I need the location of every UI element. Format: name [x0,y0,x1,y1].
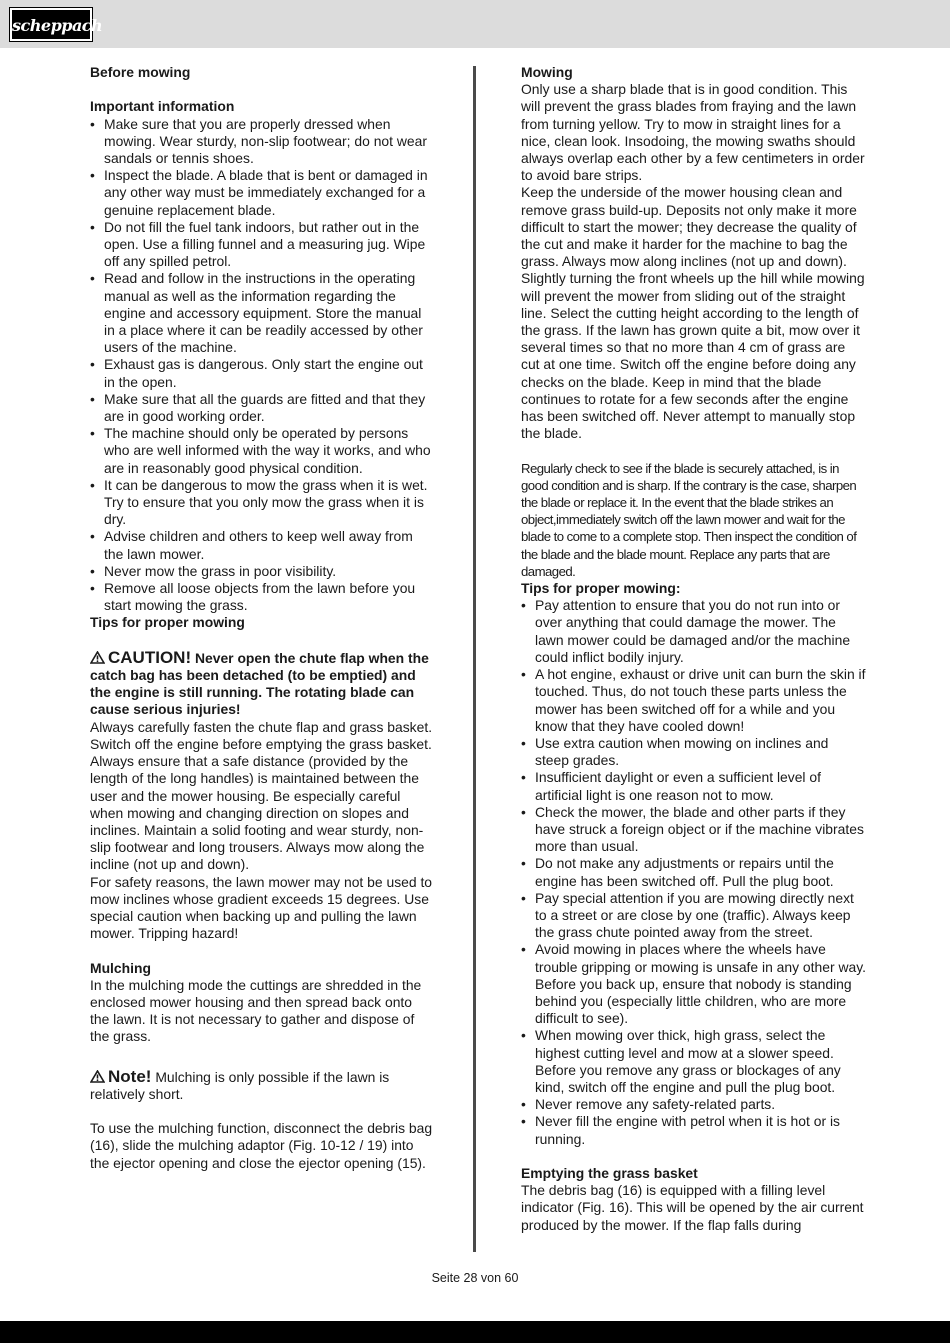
list-item: • Insufficient daylight or even a sufficient level of artificial light is one reason not to mow. [521,769,866,803]
list-item: • Inspect the blade. A blade that is bent or damaged in any other way must be immediately exchanged for a genuine replacement blade. [90,167,435,219]
tips-heading-left: Tips for proper mowing [90,614,245,631]
header-bar [0,0,950,48]
paragraph: For safety reasons, the lawn mower may not be used to mow inclines whose gradient exceeds 15 degrees. Use special caution when backing up and pulling the lawn mower. Tripping hazard! [90,873,433,942]
right-column [521,64,866,1234]
list-item: • Make sure that you are properly dressed when mowing. Wear sturdy, non-slip footwear; do not wear sandals or tennis shoes. [90,116,435,168]
list-item: • Never mow the grass in poor visibility. [90,563,435,580]
left-column [90,64,435,1172]
paragraph: Always carefully fasten the chute flap and grass basket. Switch off the engine before emptying the grass basket. [90,718,433,752]
list-item: • Advise children and others to keep well away from the lawn mower. [90,528,435,562]
column-divider [473,66,476,1252]
list-item: • Use extra caution when mowing on inclines and steep grades. [521,735,866,769]
tips-list [521,597,866,1148]
paragraph: Always ensure that a safe distance (provided by the length of the long handles) is maintained between the user and the mower housing. Be especially careful when mowing and changing direction on slopes and inclines. Maintain a solid footing and wear sturdy, non-slip footwear and long trousers. Always mow along the incline (not up and down). [90,753,425,873]
before-mowing-heading: Before mowing [90,64,191,80]
mulch-use-text: To use the mulching function, disconnect the debris bag (16), slide the mulching adaptor (Fig. 10-12 / 19) into the ejector opening and close the ejector opening (15). [90,1120,433,1171]
scheppach-logo: scheppach [10,8,92,41]
list-item: • Never remove any safety-related parts. [521,1096,866,1113]
tips-heading-right: Tips for proper mowing: [521,580,681,597]
paragraph: Only use a sharp blade that is in good condition. This will prevent the grass blades from fraying and the lawn from turning yellow. Try to mow in straight lines for a nice, clean look. Insodoing, the mowing swaths should always overlap each other by a few centimeters in order to avoid bare strips. [521,81,865,184]
emptying-text: The debris bag (16) is equipped with a filling level indicator (Fig. 16). This will be opened by the air current produced by the mower. If the flap falls during [521,1182,864,1233]
caution-block [90,649,435,719]
list-item: • Pay special attention if you are mowing directly next to a street or are close by one (traffic). Always keep the grass chute pointed away from the street. [521,890,866,942]
page-number: Seite 28 von 60 [431,1271,519,1285]
important-info-heading: Important information [90,98,235,115]
blade-check-text: Regularly check to see if the blade is securely attached, is in good condition and is sharp. If the contrary is the case, sharpen the blade or replace it. In the event that the blade strikes an object,immediately switch off the lawn mower and wait for the blade to come to a complete stop. Then inspect the condition of the blade and the blade mount. Replace any parts that are damaged. [521,460,857,579]
list-item: • Read and follow in the instructions in the operating manual as well as the information regarding the engine and accessory equipment. Store the manual in a place where it can be readily accessed by other users of the machine. [90,270,435,356]
important-info-list [90,116,435,615]
emptying-heading: Emptying the grass basket [521,1164,698,1181]
list-item: • Make sure that all the guards are fitted and that they are in good working order. [90,391,435,425]
list-item: • Pay attention to ensure that you do not run into or over anything that could damage the mower. The lawn mower could be damaged and/or the machine could inflict bodily injury. [521,597,866,666]
list-item: • Remove all loose objects from the lawn before you start mowing the grass. [90,580,435,614]
warning-triangle-icon [90,651,105,664]
list-item: • A hot engine, exhaust or drive unit can burn the skin if touched. Thus, do not touch these parts unless the mower has been switched off for a while and you know that they have cooled down! [521,666,866,735]
note-block [90,1068,435,1103]
caution-label: CAUTION! [108,647,192,667]
list-item: • Never fill the engine with petrol when it is hot or is running. [521,1113,866,1147]
list-item: • Check the mower, the blade and other parts if they have struck a foreign object or if the machine vibrates more than usual. [521,804,866,856]
footer-bar [0,1321,950,1343]
list-item: • Do not fill the fuel tank indoors, but rather out in the open. Use a filling funnel and a measuring jug. Wipe off any spilled petrol. [90,219,435,271]
list-item: • Avoid mowing in places where the wheels have trouble gripping or mowing is unsafe in any other way. Before you back up, ensure that nobody is standing behind you (especially little children, who are more difficult to see). [521,941,866,1027]
list-item: • It can be dangerous to mow the grass when it is wet. Try to ensure that you only mow the grass when it is dry. [90,477,435,529]
note-label: Note! [108,1066,152,1086]
list-item: • When mowing over thick, high grass, select the highest cutting level and mow at a slower speed. Before you remove any grass or blockages of any kind, switch off the engine and pull the plug boot. [521,1027,866,1096]
list-item: • Do not make any adjustments or repairs until the engine has been switched off. Pull the plug boot. [521,855,866,889]
paragraph: Keep the underside of the mower housing clean and remove grass build-up. Deposits not only make it more difficult to start the mower; they decrease the quality of the cut and make it harder for the machine to bag the grass. Always mow along inclines (not up and down). Slightly turning the front wheels up the hill while mowing will prevent the mower from sliding out of the straight line. Select the cutting height according to the length of the grass. If the lawn has grown quite a bit, mow over it several times so that no more than 4 cm of grass are cut at one time. Switch off the engine before doing any checks on the blade. Keep in mind that the blade continues to rotate for a few seconds after the engine has been switched off. Never attempt to manually stop the blade. [521,184,865,442]
caution-text: Never open the chute flap when the catch bag has been detached (to be emptied) and the engine is still running. The rotating blade can cause serious injuries! [90,649,429,718]
warning-triangle-icon [90,1070,105,1083]
note-text: Mulching is only possible if the lawn is relatively short. [90,1068,390,1102]
mowing-heading: Mowing [521,64,573,80]
list-item: • The machine should only be operated by persons who are well informed with the way it works, and who are in reasonably good physical condition. [90,425,435,477]
mulching-heading: Mulching [90,959,151,976]
mulching-text: In the mulching mode the cuttings are shredded in the enclosed mower housing and then spread back onto the lawn. It is not necessary to gather and dispose of the grass. [90,976,422,1045]
list-item: • Exhaust gas is dangerous. Only start the engine out in the open. [90,356,435,390]
